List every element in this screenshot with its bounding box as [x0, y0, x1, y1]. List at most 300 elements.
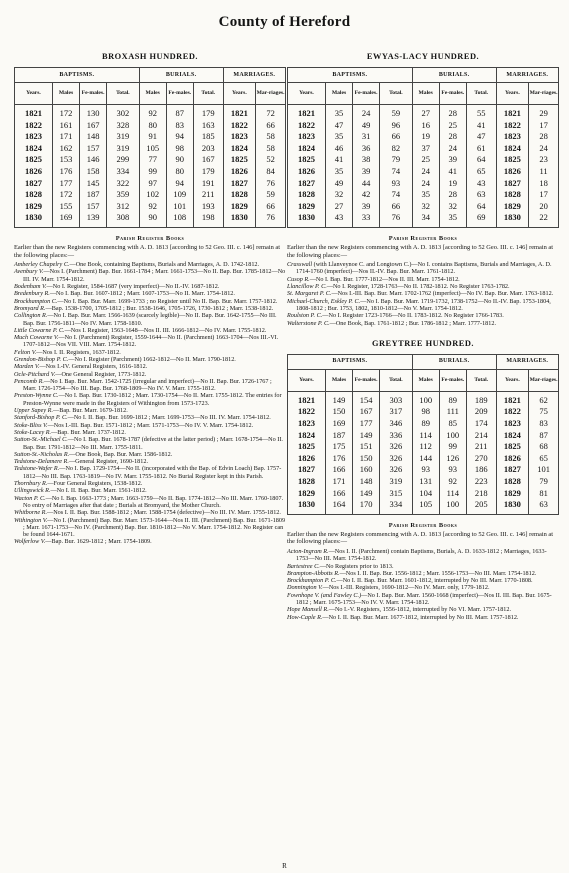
table-cell: 58	[256, 143, 286, 155]
table-cell: 149	[353, 430, 380, 442]
table-cell: 74	[380, 189, 413, 201]
parish-name: Donnington V.	[287, 584, 323, 592]
table-cell: 32	[325, 189, 352, 201]
parish-name: Wolferlow V.	[14, 538, 46, 546]
table-cell: 1823	[496, 131, 529, 143]
table-cell: 63	[529, 499, 559, 514]
table-row	[288, 178, 559, 190]
table-cell: 317	[380, 406, 413, 418]
table-cell: 27	[412, 105, 439, 120]
register-entry	[287, 320, 559, 327]
table-cell: 1824	[496, 143, 529, 155]
total-column-header: Total.	[107, 83, 140, 105]
parish-name: Crasswall	[287, 261, 313, 269]
table-cell: 66	[256, 120, 286, 132]
register-details: —No I. Bap. 1663-1773 ; Marr. 1663-1759—No II. Bap. 1774-1812—No III. Marr. 1760-1807. No entry of Marriages after that date ; Burials at Bromyard, the Mother Church.	[23, 494, 284, 509]
table-cell: 79	[380, 154, 413, 166]
table-cell: 302	[107, 105, 140, 120]
table-cell: 112	[412, 441, 439, 453]
table-cell: 150	[353, 453, 380, 465]
table-cell: 35	[412, 189, 439, 201]
table-cell: 82	[380, 143, 413, 155]
table-cell: 85	[439, 418, 466, 430]
table-cell: 270	[466, 453, 496, 465]
table-cell: 186	[466, 464, 496, 476]
register-details: —No I. Register (Parchment) 1662-1812—No II. Marr. 1790-1812.	[68, 355, 236, 363]
table-cell: 1823	[496, 418, 529, 430]
table-cell: 92	[139, 201, 166, 213]
register-heading: Parish Register Books	[388, 234, 458, 242]
table-cell: 1826	[223, 166, 256, 178]
table-cell: 33	[353, 212, 380, 227]
table-cell: 35	[325, 105, 352, 120]
register-entry	[287, 312, 559, 319]
table-cell: 29	[529, 105, 559, 120]
table-cell: 1829	[288, 488, 326, 500]
table-row	[288, 476, 559, 488]
table-cell: 65	[466, 166, 496, 178]
register-details: —No I. Bap. Bur. Marr. 1566-1639 (scarcely legible)—No II. Bap. Bur. 1642-1755—No III. Bap. Bur. 1756-1811—No IV. Marr. 1758-1810.	[23, 312, 277, 327]
table-cell: 99	[139, 166, 166, 178]
years-column-header: Years.	[288, 83, 326, 105]
table-cell: 35	[325, 166, 352, 178]
table-cell: 77	[139, 154, 166, 166]
table-cell: 319	[107, 143, 140, 155]
table-cell: 1829	[223, 201, 256, 213]
table-cell: 66	[256, 201, 286, 213]
table-cell: 177	[52, 178, 79, 190]
table-cell: 126	[439, 453, 466, 465]
marriages-header: MARRIAGES.	[496, 354, 558, 369]
table-cell: 172	[52, 189, 79, 201]
total-column-header: Total.	[466, 369, 496, 391]
table-row	[288, 189, 559, 201]
table-cell: 1822	[288, 120, 326, 132]
table-cell: 52	[256, 154, 286, 166]
table-cell: 1827	[15, 178, 53, 190]
table-cell: 83	[529, 418, 559, 430]
table-row	[288, 166, 559, 178]
register-entry	[14, 407, 286, 414]
table-cell: 42	[353, 189, 380, 201]
table-cell: 108	[166, 212, 193, 227]
table-cell: 93	[412, 464, 439, 476]
table-cell: 94	[166, 131, 193, 143]
table-cell: 76	[380, 212, 413, 227]
table-cell: 164	[325, 499, 352, 514]
table-cell: 214	[466, 430, 496, 442]
table-cell: 17	[529, 189, 559, 201]
table-cell: 28	[439, 131, 466, 143]
register-details: —No I. Register, 1584-1687 (very imperfect)—No II.-IV. 1687-1812.	[46, 283, 220, 291]
register-entry	[14, 487, 286, 494]
table-row	[15, 105, 286, 120]
parish-name: Upper Sapey R.	[14, 407, 54, 415]
table-cell: 312	[107, 201, 140, 213]
table-cell: 1824	[223, 143, 256, 155]
table-cell: 92	[439, 476, 466, 488]
register-entry	[14, 305, 286, 312]
table-cell: 35	[439, 212, 466, 227]
table-cell: 38	[353, 154, 380, 166]
register-entry	[14, 458, 286, 465]
register-entry	[287, 592, 559, 607]
register-details: —No I. Bap. Bur. 1777-1812—Nos II. III. Marr. 1754-1812.	[309, 275, 460, 283]
parish-name: Bodenham V.	[14, 283, 47, 291]
table-cell: 1827	[496, 178, 529, 190]
table-row	[288, 406, 559, 418]
table-cell: 101	[166, 201, 193, 213]
table-cell: 100	[412, 391, 439, 406]
register-entry	[14, 436, 286, 451]
table-cell: 319	[107, 131, 140, 143]
table-cell: 1826	[496, 166, 529, 178]
register-details: —No I.-V. Registers, 1556-1812, interrupted by No VI. Marr. 1757-1812.	[328, 606, 512, 614]
marriages-header: MARRIAGES.	[223, 68, 285, 83]
table-cell: 80	[139, 120, 166, 132]
register-details: —Nos I.-III. Bap. Bur. Marr. 1702-1762 (imperfect)—No IV. Bap. Bur. Marr. 1763-1812.	[331, 290, 554, 298]
register-details: —One General Register, 1773-1812.	[55, 370, 147, 378]
register-details: —No I. Bap. Bur. Marr. 1542-1725 (irregular and imperfect)—No II. Bap. Bur. 1726-1767 ; Marr. 1726-1754—No III. Bap. Bur. 1768-1809—No IV. V. Marr. 1755-1812.	[23, 377, 272, 393]
table-cell: 1824	[288, 430, 326, 442]
table-cell: 177	[353, 418, 380, 430]
table-cell: 150	[325, 406, 352, 418]
table-cell: 1826	[15, 166, 53, 178]
table-cell: 61	[466, 143, 496, 155]
total-column-header: Total.	[193, 83, 223, 105]
parish-name: Stanford-Bishop P. C.	[14, 414, 68, 422]
register-entry	[14, 290, 286, 297]
table-cell: 111	[439, 406, 466, 418]
table-cell: 102	[139, 189, 166, 201]
table-cell: 109	[166, 189, 193, 201]
table-cell: 1828	[288, 189, 326, 201]
table-cell: 1826	[288, 453, 326, 465]
table-cell: 36	[353, 143, 380, 155]
table-row	[288, 441, 559, 453]
table-cell: 64	[466, 154, 496, 166]
table-cell: 17	[529, 120, 559, 132]
burials-header: BURIALS.	[412, 354, 496, 369]
register-details: —One Book, Bap. Bur. Marr. 1586-1812.	[69, 450, 173, 458]
register-details: —Nos I. (Parchment) Bap. Bur. 1661-1784 ; Marr. 1661-1753—No II. Bap. Bur. 1785-1812—No III. IV. Marr. 1754-1812.	[23, 268, 286, 283]
table-cell: 16	[412, 120, 439, 132]
marriages-header: MARRIAGES.	[496, 68, 558, 83]
table-cell: 155	[52, 201, 79, 213]
years-column-header: Years.	[288, 369, 326, 391]
parish-name: Thornbury R.	[14, 480, 48, 488]
register-details: —No I. (Parchment) Register, 1559-1644—No II. (Parchment) 1663-1704—Nos III.-VI. 1707-1812—Nos VII. VIII. Marr. 1754-1812.	[23, 334, 279, 349]
table-cell: 24	[439, 143, 466, 155]
table-cell: 146	[80, 154, 107, 166]
table-cell: 47	[325, 120, 352, 132]
parish-name: Brockhampton C.	[14, 297, 58, 305]
table-row	[15, 178, 286, 190]
register-entry	[14, 429, 286, 436]
table-cell: 1827	[223, 178, 256, 190]
burials-header: BURIALS.	[412, 68, 496, 83]
table-cell: 89	[412, 418, 439, 430]
table-cell: 93	[380, 178, 413, 190]
table-cell: 1828	[15, 189, 53, 201]
table-cell: 28	[529, 131, 559, 143]
table-cell: 81	[529, 488, 559, 500]
marriages-column-header: Mar-riages.	[529, 83, 559, 105]
table-cell: 1825	[496, 154, 529, 166]
years-column-header: Years.	[496, 83, 529, 105]
table-cell: 359	[107, 189, 140, 201]
table-row	[288, 201, 559, 213]
parish-name: Walterstone P. C.	[287, 319, 330, 327]
table-cell: 139	[80, 212, 107, 227]
register-details: —Nos I. Register, 1563-1648—Nos II. III. 1666-1812—No IV. Marr. 1755-1812.	[64, 326, 267, 334]
parish-name: Ocle-Pitchard V.	[14, 370, 56, 378]
register-details: —General Register, 1690-1812.	[68, 458, 149, 466]
register-details: —No I. Bap. Bur. Marr. 1560-1668 (imperfect)—Nos II. III. Bap. Bur. 1675-1812 ; Marr. 1675-1753—No IV. V. Marr. 1754-1812.	[296, 591, 552, 606]
total-column-header: Total.	[380, 83, 413, 105]
register-entry	[14, 414, 286, 421]
register-entry	[14, 268, 286, 283]
table-cell: 91	[139, 131, 166, 143]
register-entries	[14, 261, 286, 546]
table-cell: 19	[412, 131, 439, 143]
register-intro: Earlier than the new Registers commencing with A. D. 1813 [according to 52 Geo. III. c. 146] remain at the following places:—	[287, 243, 554, 259]
register-entry	[287, 570, 559, 577]
males-column-header: Males	[325, 369, 352, 391]
table-cell: 145	[80, 178, 107, 190]
register-details: —No I. Register 1723-1766—No II. 1783-1812. No Register 1766-1783.	[322, 312, 504, 320]
parish-name: Llancillow P. C.	[287, 283, 327, 291]
register-entries	[287, 261, 559, 327]
table-row	[15, 212, 286, 227]
table-cell: 96	[380, 120, 413, 132]
table-row	[15, 131, 286, 143]
register-details: —No I. Bap. Bur. 1730-1812 ; Marr. 1730-1754—No II. Marr. 1755-1812. The entries for Preston-Wynne were made in the Registers of Withington from 1573-1723.	[23, 392, 282, 407]
table-cell: 167	[80, 120, 107, 132]
table-cell: 1823	[288, 418, 326, 430]
table-cell: 84	[256, 166, 286, 178]
table-cell: 179	[193, 105, 223, 120]
table-cell: 114	[439, 488, 466, 500]
table-cell: 66	[380, 131, 413, 143]
males-column-header: Males	[139, 83, 166, 105]
table-cell: 59	[380, 105, 413, 120]
table-cell: 22	[529, 212, 559, 227]
parish-name: Roulston P. C.	[287, 312, 323, 320]
table-cell: 1825	[15, 154, 53, 166]
population-table	[287, 354, 559, 515]
table-cell: 205	[466, 499, 496, 514]
register-entry	[14, 509, 286, 516]
table-cell: 175	[325, 441, 352, 453]
register-details: —One Book, containing Baptisms, Burials and Marriages, A. D. 1742-1812.	[69, 261, 260, 269]
table-cell: 171	[325, 476, 352, 488]
register-entry	[14, 538, 286, 545]
table-cell: 1826	[496, 453, 529, 465]
parish-name: Brampton-Abbotts R.	[287, 569, 340, 577]
table-cell: 47	[466, 131, 496, 143]
register-details: —Nos I. II. Bap. Bur. 1556-1812 ; Marr. 1556-1753—No III. Marr. 1754-1812.	[339, 569, 537, 577]
table-cell: 24	[529, 143, 559, 155]
table-cell: 94	[166, 178, 193, 190]
baptisms-header: BAPTISMS.	[288, 354, 413, 369]
register-details: (with Llanveynoe C. and Longtown C.)—No I. contains Baptisms, Burials and Marriages, A. D. 1714-1760 (imperfect)—Nos II.-IV. Bap. Bur. Marr. 1761-1812.	[296, 261, 552, 276]
parish-name: Withington V.	[14, 516, 48, 524]
register-details: —Four General Registers, 1538-1812.	[47, 480, 143, 488]
table-cell: 153	[52, 154, 79, 166]
table-row	[288, 418, 559, 430]
table-cell: 169	[325, 418, 352, 430]
table-cell: 100	[439, 499, 466, 514]
register-entry	[287, 298, 559, 313]
table-cell: 93	[439, 464, 466, 476]
table-cell: 170	[353, 499, 380, 514]
parish-name: Stoke-Bliss V.	[14, 421, 48, 429]
table-cell: 303	[380, 391, 413, 406]
register-entry	[14, 392, 286, 407]
table-cell: 167	[193, 154, 223, 166]
table-cell: 1829	[15, 201, 53, 213]
table-cell: 1821	[288, 105, 326, 120]
table-cell: 25	[439, 120, 466, 132]
register-intro: Earlier than the new Registers commencing with A. D. 1813 [according to 52 Geo. III. c. 146] remain at the following places:—	[14, 243, 281, 259]
table-cell: 198	[193, 212, 223, 227]
register-entry	[14, 465, 286, 480]
table-cell: 171	[52, 131, 79, 143]
hundred-title: BROXASH HUNDRED.	[102, 52, 198, 61]
total-column-header: Total.	[380, 369, 413, 391]
table-cell: 97	[139, 178, 166, 190]
register-entry	[287, 283, 559, 290]
table-cell: 1822	[288, 406, 326, 418]
register-entry	[14, 283, 286, 290]
table-row	[15, 143, 286, 155]
column-left	[14, 52, 286, 546]
register-details: —Nos I. II. Registers, 1637-1812.	[36, 348, 121, 356]
register-entry	[14, 495, 286, 510]
register-entry	[287, 548, 559, 563]
parish-name: How-Caple R.	[287, 613, 323, 621]
table-cell: 308	[107, 212, 140, 227]
table-cell: 1828	[288, 476, 326, 488]
table-cell: 1829	[288, 201, 326, 213]
table-cell: 90	[166, 154, 193, 166]
total-column-header: Total.	[466, 83, 496, 105]
table-cell: 90	[139, 212, 166, 227]
parish-name: Little Cowarne P. C.	[14, 326, 65, 334]
parish-name: Bredenbury R.	[14, 290, 50, 298]
table-cell: 1822	[223, 120, 256, 132]
parish-name: Whitborne R.	[14, 509, 47, 517]
table-cell: 131	[412, 476, 439, 488]
males-column-header: Males	[325, 83, 352, 105]
register-details: —Nos I. II. Bap. Bur. 1588-1812 ; Marr. 1588-1754 (defective)—No III. IV. Marr. 1755-1812.	[47, 509, 281, 517]
table-cell: 157	[80, 201, 107, 213]
register-details: —Bap. Bur. 1629-1812 ; Marr. 1754-1809.	[45, 538, 152, 546]
register-details: —No I. Bap. 1729-1754—No II. (incorporated with the Bap. of Edvin Loach) Bap. 1757-1812—No III. Bap. 1763-1819—No IV. Marr. 1755-1812. No Burial Register kept in this Parish.	[23, 465, 282, 480]
table-cell: 87	[166, 105, 193, 120]
table-row	[288, 430, 559, 442]
table-cell: 209	[466, 406, 496, 418]
register-heading: Parish Register Books	[388, 521, 458, 529]
table-cell: 1821	[496, 105, 529, 120]
register-details: —No I. Bap. Bur. 1607-1812 ; Marr. 1607-1753—No II. Marr. 1754-1812.	[49, 290, 235, 298]
females-column-header: Fe-males.	[439, 369, 466, 391]
table-cell: 328	[107, 120, 140, 132]
table-cell: 167	[353, 406, 380, 418]
table-cell: 64	[466, 201, 496, 213]
table-cell: 66	[380, 201, 413, 213]
table-cell: 1826	[288, 166, 326, 178]
table-cell: 27	[325, 201, 352, 213]
table-row	[15, 166, 286, 178]
table-cell: 169	[52, 212, 79, 227]
register-entry	[287, 276, 559, 283]
table-cell: 151	[353, 441, 380, 453]
table-cell: 130	[80, 105, 107, 120]
table-cell: 83	[166, 120, 193, 132]
table-cell: 34	[412, 212, 439, 227]
table-cell: 1828	[223, 189, 256, 201]
table-cell: 87	[529, 430, 559, 442]
register-entry	[14, 480, 286, 487]
table-row	[288, 212, 559, 227]
table-row	[288, 391, 559, 406]
register-entry	[14, 334, 286, 349]
table-row	[288, 154, 559, 166]
table-cell: 72	[256, 105, 286, 120]
signature-mark: R	[282, 862, 287, 870]
table-cell: 1822	[15, 120, 53, 132]
table-row	[288, 499, 559, 514]
table-cell: 63	[466, 189, 496, 201]
table-cell: 1821	[288, 391, 326, 406]
table-cell: 1830	[223, 212, 256, 227]
register-heading: Parish Register Books	[115, 234, 185, 242]
table-cell: 176	[325, 453, 352, 465]
table-cell: 149	[353, 488, 380, 500]
register-details: —No I. Bap. Bur. Marr. 1699-1733 ; no Register until No II. Bap. Bur. Marr. 1757-1812.	[57, 297, 278, 305]
table-cell: 39	[439, 154, 466, 166]
table-cell: 114	[412, 430, 439, 442]
register-entry	[14, 312, 286, 327]
table-cell: 189	[466, 391, 496, 406]
register-entry	[14, 378, 286, 393]
register-details: —No I. Bap. Bur. Marr. 1719-1732, 1738-1752—No II.-IV. Bap. 1753-1804, 1808-1812 ; Bur. 1753, 1802, 1810-1812—No V. Marr. 1754-1812.	[296, 297, 551, 312]
table-cell: 1825	[496, 441, 529, 453]
table-cell: 105	[412, 499, 439, 514]
table-cell: 69	[466, 212, 496, 227]
register-details: —Nos I. II. (Parchment) contain Baptisms, Burials, A. D. 1633-1812 ; Marriages, 1633-1753—No III. Marr. 1754-1812.	[296, 547, 547, 563]
table-cell: 176	[52, 166, 79, 178]
years-column-header: Years.	[496, 369, 529, 391]
table-cell: 28	[439, 189, 466, 201]
table-cell: 1823	[288, 131, 326, 143]
register-entry	[14, 356, 286, 363]
table-cell: 346	[380, 418, 413, 430]
table-cell: 59	[256, 189, 286, 201]
register-entry	[14, 363, 286, 370]
table-cell: 32	[412, 201, 439, 213]
table-cell: 172	[52, 105, 79, 120]
table-cell: 162	[52, 143, 79, 155]
table-cell: 79	[529, 476, 559, 488]
table-cell: 174	[466, 418, 496, 430]
parish-name: Collington R.	[14, 312, 48, 320]
table-cell: 104	[412, 488, 439, 500]
table-cell: 25	[412, 154, 439, 166]
register-details: —No I. II. Bap. Bur. 1699-1812 ; Marr. 1699-1753—No III. IV. Marr. 1754-1812.	[67, 414, 271, 422]
